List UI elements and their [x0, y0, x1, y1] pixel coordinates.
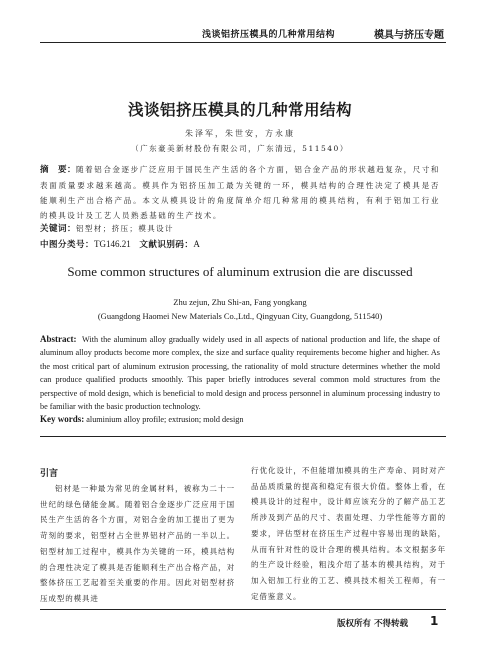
- class-label: 中图分类号：: [40, 240, 95, 250]
- page-number: 1: [430, 614, 439, 628]
- classification-line: [40, 238, 440, 250]
- english-keywords: [40, 414, 440, 424]
- running-header: [40, 24, 446, 40]
- english-title: Some common structures of aluminum extrusion die are discussed: [67, 264, 413, 279]
- intro-paragraph-right: 行优化设计，不但能增加模具的生产寿命、同时对产品品质质量的提高和稳定有很大价值。整体上看，在模具设计的过程中，设计师应该充分的了解产品工艺所涉及到产品的尺寸、表面处理、力学性能等方面的要求，评估型材在挤压生产过程中容易出现的缺陷，从而有针对性的设计合理的模具结构。本文根据多年的生产设计经验，粗浅介绍了基本的模具结构，对于加入铝加工行业的工艺、模具技术相关工程师，有一定借鉴意义。: [251, 466, 446, 601]
- doc-code-value: A: [193, 239, 200, 249]
- chinese-keywords-text: 铝型材；挤压；模具设计: [76, 224, 174, 233]
- doc-code-label: 文献识别码：: [139, 240, 194, 250]
- english-keywords-label: Key words:: [40, 414, 85, 424]
- chinese-abstract-text: 随着铝合金逐步广泛应用于国民生产生活的各个方面，铝合金产品的形状越趋复杂，尺寸和表面质量要求越来越高。模具作为铝挤压加工最为关键的一环，模具结构的合理性决定了模具是否能顺利生产出合格产品。本文从模具设计的角度简单介绍几种常用的模具结构，有利于铝加工行业的模具设计及工艺人员熟悉基础的生产技术。: [40, 165, 441, 220]
- english-abstract: [40, 333, 440, 413]
- chinese-affiliation: （广东豪美新材股份有限公司，广东清远，511540）: [131, 144, 349, 153]
- footer-rule: [40, 609, 446, 610]
- column-name: 模具与挤压专题: [374, 30, 444, 41]
- running-title: 浅谈铝挤压模具的几种常用结构: [202, 30, 336, 40]
- chinese-title: 浅谈铝挤压模具的几种常用结构: [127, 101, 352, 119]
- right-column: [251, 463, 446, 604]
- copyright-notice: 版权所有 不得转载: [337, 619, 408, 629]
- chinese-keywords-label: 关键词：: [40, 224, 77, 234]
- class-value: TG146.21: [94, 239, 131, 249]
- english-affiliation: (Guangdong Haomei New Materials Co.,Ltd., Qingyuan City, Guangdong, 511540): [97, 311, 383, 321]
- header-rule: [40, 42, 446, 43]
- english-abstract-text: With the aluminum alloy gradually widely used in all aspects of national production and life, the shape of aluminum alloy products become more complex, the size and surface quality requirements become higher and higher. As the most critical part of aluminum extrusion processing, the rationality of mold structure determines whether the mold can produce qualified products smoothly. This paper briefly introduces several common mold structures from the perspective of mold design, which is beneficial to mold design and process personnel in aluminum processing industry to be familiar with the basic production technology.: [40, 335, 441, 412]
- english-authors: Zhu zejun, Zhu Shi-an, Fang yongkang: [173, 297, 307, 307]
- left-column: [40, 481, 235, 607]
- chinese-keywords: [40, 222, 440, 234]
- intro-paragraph-left: 铝材是一种最为常见的金属材料，被称为二十一世纪的绿色储能金属。随着铝合金逐步广泛应用于国民生产生活的各个方面，对铝合金的加工提出了更为苛刻的要求，铝型材占全世界铝材产品的一半以上。铝型材加工过程中，模具作为关键的一环，模具结构的合理性决定了模具是否能顺利生产出合格产品，对整体挤压工艺起着至关重要的作用。因此对铝型材挤压成型的模具进: [40, 484, 235, 603]
- chinese-abstract: [40, 162, 440, 223]
- chinese-abstract-label: 摘 要：: [40, 165, 77, 175]
- chinese-authors: 朱泽军，朱世安，方永康: [185, 129, 295, 138]
- section-heading-introduction: 引言: [40, 469, 59, 479]
- abstract-rule: [40, 436, 446, 437]
- english-keywords-text: aluminium alloy profile; extrusion; mold design: [86, 415, 244, 424]
- english-abstract-label: Abstract:: [40, 334, 77, 344]
